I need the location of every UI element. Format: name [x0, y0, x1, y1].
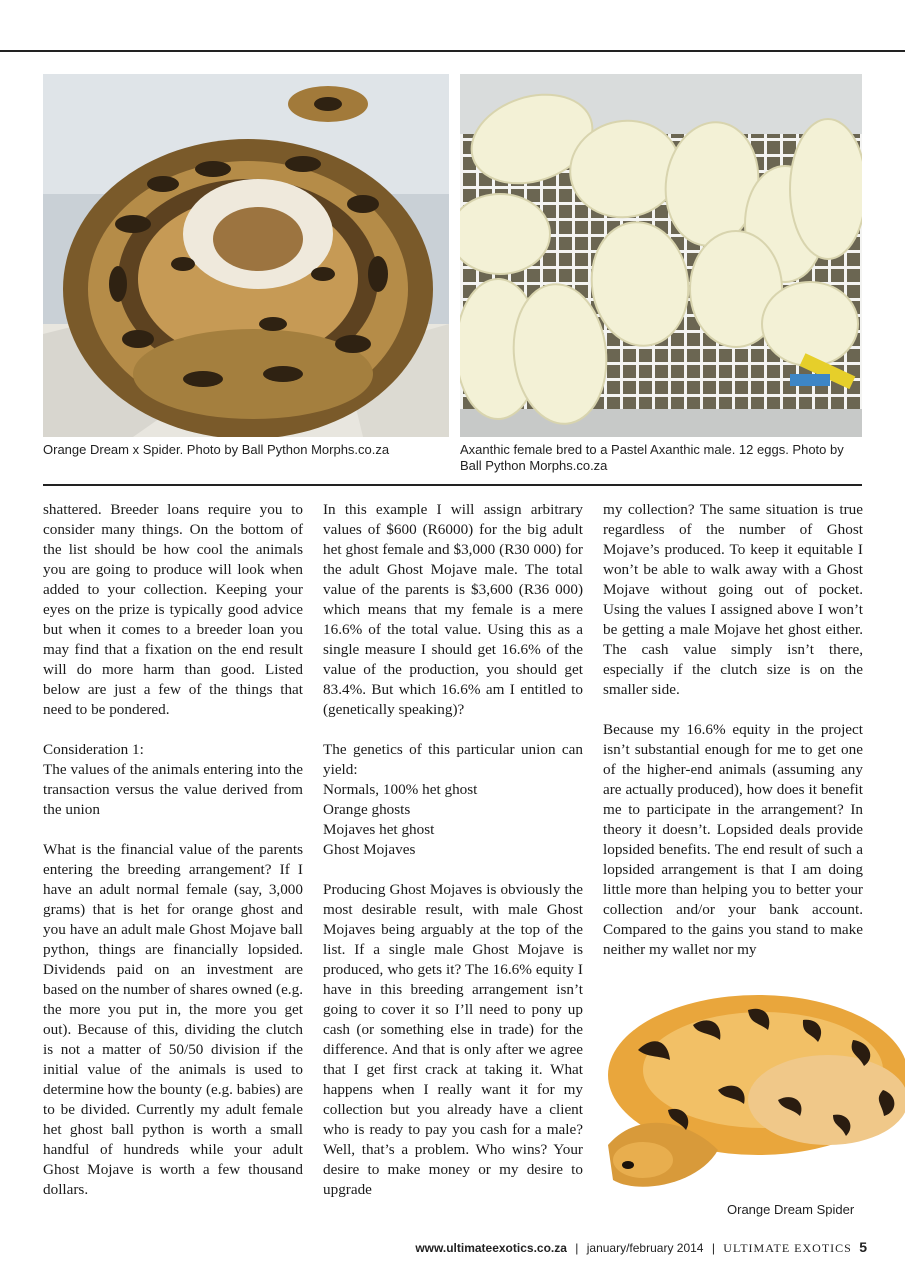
genetics-intro: The genetics of this particular union can yield:: [323, 741, 583, 778]
eggs-photo-image: [460, 74, 862, 437]
consideration-text: The values of the animals entering into the transaction versus the value derived from the union: [43, 761, 303, 818]
paragraph: What is the financial value of the parents entering the breeding arrangement? If I have an adult normal female (say, 3,000 grams) that is het for orange ghost and you have an adult male Ghost Mojave ball python, things are financially lopsided. Dividends paid on an investment are based on the number of shares owned (e.g. the more you put in, the more you get out). Because of this, dividing the clutch is not a matter of 50/50 division if the initial value of the animals is used to determine how the bounty (e.g. babies) are to be divided. Currently my adult female het ghost ball python is worth a small handful of hundreds while your adult Ghost Mojave is worth a few thousand dollars.: [43, 841, 303, 1198]
genetics-item: Ghost Mojaves: [323, 841, 416, 858]
paragraph: shattered. Breeder loans require you to consider many things. On the bottom of the list should be how cool the animals you are going to produce will look when added to your collection. Keeping your eyes on the prize is typically good advice but when it comes to a breeder loan you may find that a fixation on the end result will do more harm than good. Listed below are just a few of the things that need to be pondered.: [43, 501, 303, 718]
caption-left-photo: Orange Dream x Spider. Photo by Ball Python Morphs.co.za: [43, 442, 390, 457]
genetics-item: Mojaves het ghost: [323, 821, 435, 838]
footer-issue-date: january/february 2014: [586, 1241, 704, 1255]
section-divider: [43, 484, 862, 486]
page-number: 5: [859, 1239, 867, 1255]
article-column-2: [323, 500, 583, 1200]
paragraph: In this example I will assign arbitrary values of $600 (R6000) for the big adult het ghost female and $3,000 (R30 000) for the adult Ghost Mojave male. The total value of the parents is $3,600 (R36 000) which means that my female is a mere 16.6% of the total value. Using this as a single measure I should get 16.6% of the value of the production, you should get 83.4%. But which 16.6% am I entitled to (genetically speaking)?: [323, 501, 583, 718]
article-column-3: [603, 500, 863, 960]
photo-axanthic-eggs: [460, 74, 862, 437]
article-column-1: [43, 500, 303, 1200]
paragraph: Producing Ghost Mojaves is obviously the most desirable result, with male Ghost Mojaves being arguably at the top of the list. If a single male Ghost Mojave is produced, who gets it? The 16.6% equity I have in this breeding arrangement isn’t going to cover it so I’ll need to pony up cash (or something else in trade) for the difference. And that is only after we agree that I get first crack at taking it. What happens when I really want it for my collection but you already have a client who is ready to pay you cash for a male? Well, that’s a problem. Who wins? Your desire to make money or my desire to upgrade: [323, 881, 583, 1198]
spider-python-image: [598, 980, 905, 1200]
consideration-heading: Consideration 1:: [43, 741, 144, 758]
paragraph: my collection? The same situation is true regardless of the number of Ghost Mojave’s produced. To keep it equitable I won’t be able to walk away with a Ghost Mojave without going out of pocket. Using the values I assigned above I won’t be getting a male Mojave het ghost either. The cash value simply isn’t there, especially if the clutch size is on the smaller side.: [603, 501, 863, 698]
footer-website-link[interactable]: www.ultimateexotics.co.za: [415, 1241, 567, 1255]
footer-separator: |: [711, 1241, 715, 1255]
genetics-block: [323, 740, 583, 860]
paragraph: Because my 16.6% equity in the project isn’t substantial enough for me to get one of the higher-end animals (assuming any are actually produced), how does it benefit me to participate in the arrangement? In theory it doesn’t. Lopsided deals provide lopsided benefits. The end result of such a lopsided arrangement is that I am doing little more than helping you to better your collection and/or your bank account. Compared to the gains you stand to make neither my wallet nor my: [603, 721, 863, 958]
snake-photo-image: [43, 74, 449, 437]
genetics-item: Normals, 100% het ghost: [323, 781, 478, 798]
genetics-item: Orange ghosts: [323, 801, 411, 818]
top-rule: [0, 50, 905, 52]
photo-orange-dream-spider-coiled: [43, 74, 449, 437]
caption-right-photo: Axanthic female bred to a Pastel Axanthic male. 12 eggs. Photo by Ball Python Morphs.co.za: [460, 442, 844, 473]
photo-orange-dream-spider: [598, 980, 905, 1200]
page-footer: [415, 1239, 867, 1256]
consideration-block: [43, 740, 303, 820]
footer-magazine-name: ULTIMATE EXOTICS: [723, 1241, 852, 1255]
caption-spider-photo: Orange Dream Spider: [727, 1202, 855, 1217]
footer-separator: |: [575, 1241, 579, 1255]
